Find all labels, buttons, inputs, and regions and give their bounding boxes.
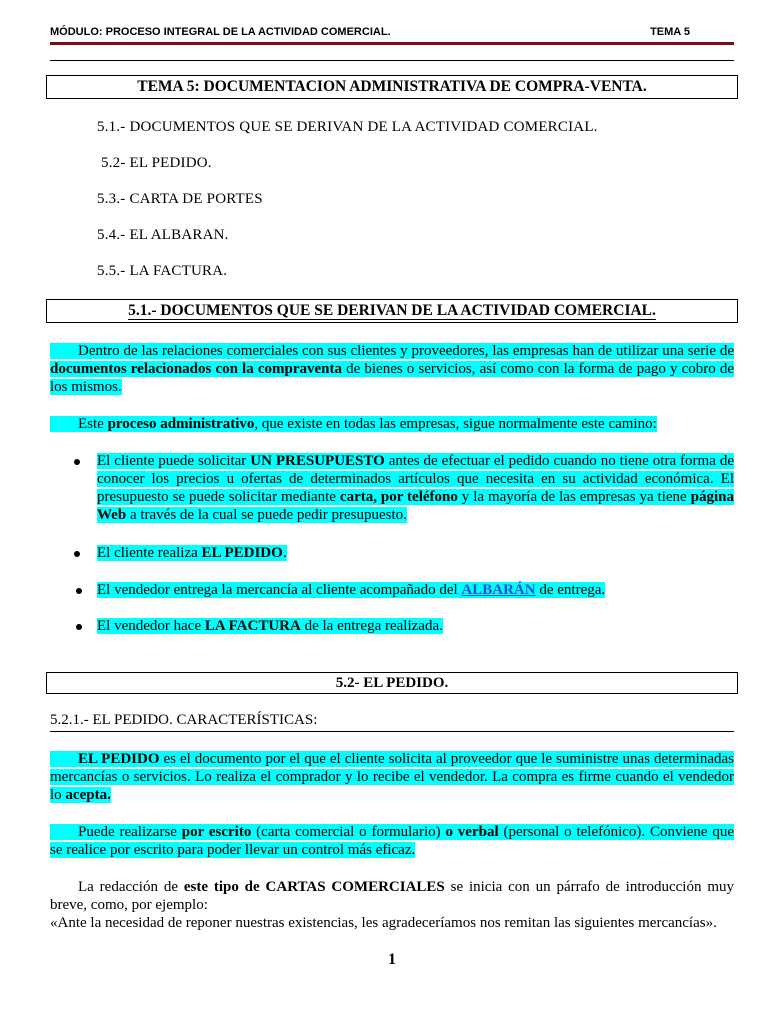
paragraph-cartas-comerciales: La redacción de este tipo de CARTAS COMERCIALES se inicia con un párrafo de introducción muy breve, como, por ejemplo: «Ante la necesidad de reponer nuestras existencias, les agradeceríamos nos remitan las siguientes mercancías».	[50, 879, 734, 931]
toc-item-5-1: 5.1.- DOCUMENTOS QUE SE DERIVAN DE LA ACTIVIDAD COMERCIAL.	[97, 119, 598, 135]
bullet-presupuesto: El cliente puede solicitar UN PRESUPUESTO antes de efectuar el pedido cuando no tiene otra forma de conocer los precios u ofertas de determinados artículos que necesita en su actividad económica. El presupuesto se puede solicitar mediante carta, por teléfono y la mayoría de las empresas ya tiene página Web a través de la cual se puede pedir presupuesto.	[97, 453, 734, 523]
bullet-factura: El vendedor hace LA FACTURA de la entrega realizada.	[97, 618, 443, 634]
bullet-dot	[76, 624, 82, 630]
section-5-2-heading: 5.2- EL PEDIDO.	[46, 672, 738, 694]
tema-label: TEMA 5	[650, 26, 690, 38]
paragraph-pedido-forma: Puede realizarse por escrito (carta comercial o formulario) o verbal (personal o telefónico). Conviene que se realice por escrito para poder llevar un control más eficaz.	[50, 824, 735, 858]
toc-item-5-3: 5.3.- CARTA DE PORTES	[97, 191, 263, 207]
bullet-dot	[74, 551, 80, 557]
section-5-1-heading	[46, 299, 738, 323]
bullet-pedido: El cliente realiza EL PEDIDO.	[97, 545, 287, 561]
toc-item-5-2: 5.2- EL PEDIDO.	[101, 155, 212, 171]
paragraph-intro: Dentro de las relaciones comerciales con sus clientes y proveedores, las empresas han de utilizar una serie de documentos relacionados con la compraventa de bienes o servicios, así como con la forma de pago y cobro de los mismos.	[50, 343, 735, 395]
albaran-link[interactable]: ALBARÁN	[461, 582, 536, 598]
document-title: TEMA 5: DOCUMENTACION ADMINISTRATIVA DE COMPRA-VENTA.	[46, 75, 738, 99]
module-title: MÓDULO: PROCESO INTEGRAL DE LA ACTIVIDAD COMERCIAL.	[50, 26, 391, 38]
section-5-1-heading-text: 5.1.- DOCUMENTOS QUE SE DERIVAN DE LA ACTIVIDAD COMERCIAL.	[128, 302, 656, 319]
page-header	[50, 26, 690, 38]
header-underline	[50, 60, 734, 61]
bullet-dot	[76, 588, 82, 594]
paragraph-pedido-definition: EL PEDIDO es el documento por el que el cliente solicita al proveedor que le suministre unas determinadas mercancías o servicios. Lo realiza el comprador y lo recibe el vendedor. La compra es firme cuando el vendedor lo acepta.	[50, 751, 734, 803]
section-5-2-1-subheading: 5.2.1.- EL PEDIDO. CARACTERÍSTICAS:	[50, 712, 734, 732]
bullet-albaran: El vendedor entrega la mercancía al cliente acompañado del ALBARÁN de entrega.	[97, 582, 606, 598]
paragraph-process: Este proceso administrativo, que existe en todas las empresas, sigue normalmente este camino:	[50, 415, 734, 433]
toc-item-5-5: 5.5.- LA FACTURA.	[97, 263, 228, 279]
bullet-dot	[74, 459, 80, 465]
page-number: 1	[388, 951, 396, 968]
header-rule	[50, 42, 734, 45]
toc-item-5-4: 5.4.- EL ALBARAN.	[97, 227, 229, 243]
